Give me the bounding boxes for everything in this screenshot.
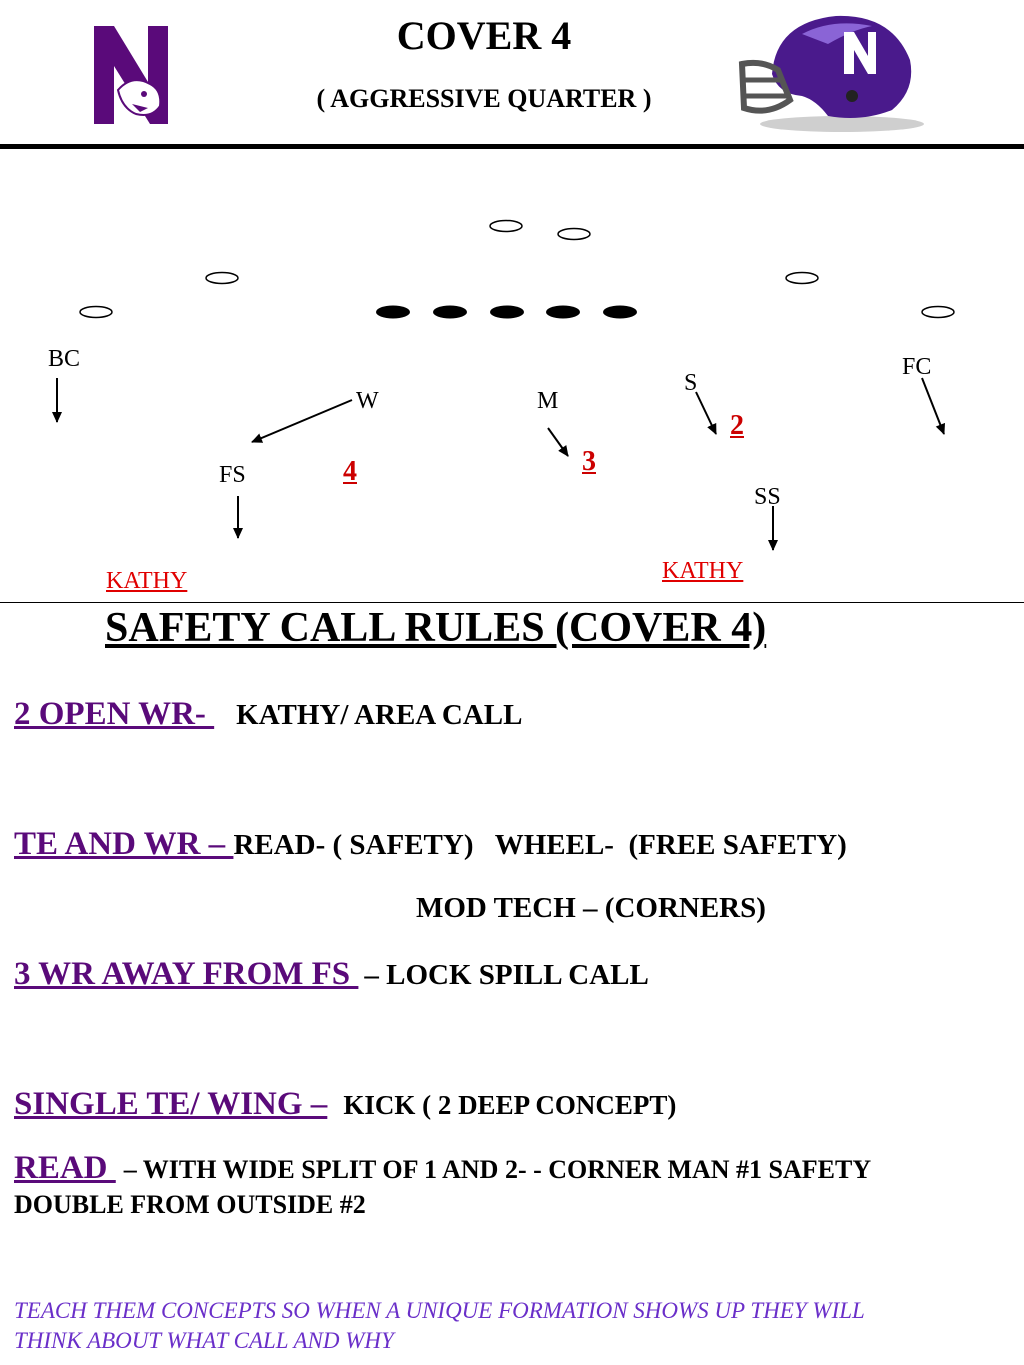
zone-number-2: 2	[730, 410, 744, 441]
rule-text: KATHY/ AREA CALL	[236, 699, 523, 731]
position-s: S	[684, 370, 698, 396]
offensive-line	[376, 306, 637, 319]
position-m: M	[537, 388, 559, 414]
lineman	[603, 306, 637, 319]
offense-formation	[80, 221, 954, 318]
cover-4-diagram	[0, 150, 1024, 600]
purple-football-helmet-icon	[732, 4, 928, 134]
rule-text: – WITH WIDE SPLIT OF 1 AND 2- - CORNER MAN #1 SAFETY	[123, 1155, 872, 1184]
zone-number-3: 3	[582, 446, 596, 477]
rule-single-te-wing	[14, 1086, 676, 1123]
offense-player	[206, 273, 238, 284]
rule-text: KICK ( 2 DEEP CONCEPT)	[343, 1090, 677, 1120]
offense-player	[786, 273, 818, 284]
rule-te-and-wr	[14, 826, 847, 863]
rule-text: READ- ( SAFETY) WHEEL- (FREE SAFETY)	[233, 829, 847, 861]
page-subtitle: ( AGGRESSIVE QUARTER )	[316, 84, 652, 113]
lineman	[376, 306, 410, 319]
rule-read	[14, 1150, 871, 1187]
offense-player	[922, 307, 954, 318]
position-fc: FC	[902, 354, 932, 380]
diagram-divider	[0, 602, 1024, 603]
rule-label: 3 WR AWAY FROM FS	[14, 956, 359, 992]
note-line-1: TEACH THEM CONCEPTS SO WHEN A UNIQUE FORMATION SHOWS UP THEY WILL	[14, 1298, 865, 1323]
lineman	[546, 306, 580, 319]
m-route-arrow	[548, 428, 568, 456]
position-ss: SS	[754, 484, 781, 510]
header-divider	[0, 144, 1024, 149]
rule-2-open-wr	[14, 696, 522, 733]
rule-label: READ	[14, 1150, 116, 1186]
position-w: W	[356, 388, 379, 414]
call-kathy-right: KATHY	[662, 558, 744, 584]
w-route-arrow	[252, 400, 352, 442]
rule-label: 2 OPEN WR-	[14, 696, 215, 732]
offense-player	[490, 221, 522, 232]
note-line-2: THINK ABOUT WHAT CALL AND WHY	[14, 1328, 394, 1353]
defense-routes	[57, 378, 944, 550]
call-kathy-left: KATHY	[106, 568, 188, 594]
lineman	[433, 306, 467, 319]
rule-label: TE AND WR –	[14, 826, 234, 862]
zone-number-4: 4	[343, 456, 357, 487]
lineman	[490, 306, 524, 319]
rule-label: SINGLE TE/ WING –	[14, 1086, 328, 1122]
rule-mod-tech: MOD TECH – (CORNERS)	[416, 892, 766, 924]
s-route-arrow	[696, 392, 716, 434]
offense-player	[80, 307, 112, 318]
rule-read-continued: DOUBLE FROM OUTSIDE #2	[14, 1190, 366, 1219]
offense-player	[558, 229, 590, 240]
rule-text: – LOCK SPILL CALL	[364, 959, 649, 991]
position-fs: FS	[219, 462, 246, 488]
page-title: COVER 4	[396, 13, 572, 58]
rules-heading: SAFETY CALL RULES (COVER 4)	[105, 605, 767, 651]
coaching-note	[14, 1296, 1014, 1356]
position-bc: BC	[48, 346, 81, 372]
rule-3-wr-away	[14, 956, 649, 993]
fc-route-arrow	[922, 378, 944, 434]
